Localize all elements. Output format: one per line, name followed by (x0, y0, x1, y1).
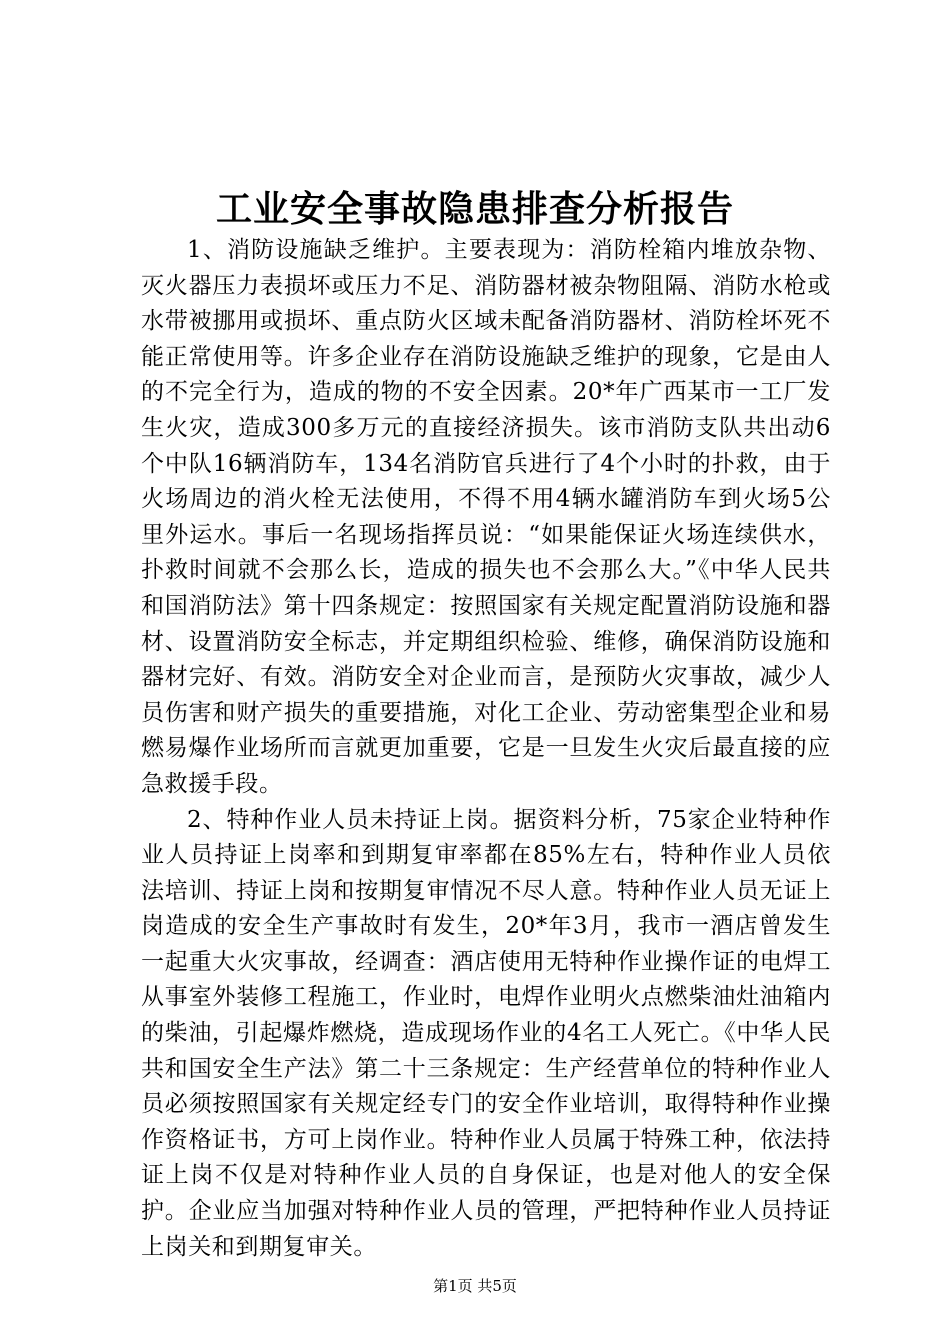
page-indicator: 第1页 共5页 (433, 1277, 517, 1295)
page-footer (0, 1276, 950, 1296)
document-body (141, 233, 831, 1265)
document-title: 工业安全事故隐患排查分析报告 (215, 188, 734, 230)
paragraph-special-operators: 2、特种作业人员未持证上岗。据资料分析，75家企业特种作业人员持证上岗率和到期复审率都在85%左右，特种作业人员依法培训、持证上岗和按期复审情况不尽人意。特种作业人员无证上岗造成的安全生产事故时有发生，20*年3月，我市一酒店曾发生一起重大火灾事故，经调查：酒店使用无特种作业操作证的电焊工从事室外装修工程施工，作业时，电焊作业明火点燃柴油灶油箱内的柴油，引起爆炸燃烧，造成现场作业的4名工人死亡。《中华人民共和国安全生产法》第二十三条规定：生产经营单位的特种作业人员必须按照国家有关规定经专门的安全作业培训，取得特种作业操作资格证书，方可上岗作业。特种作业人员属于特殊工种，依法持证上岗不仅是对特种作业人员的自身保证，也是对他人的安全保护。企业应当加强对特种作业人员的管理，严把特种作业人员持证上岗关和到期复审关。 (141, 806, 831, 1260)
paragraph-fire-facilities: 1、消防设施缺乏维护。主要表现为：消防栓箱内堆放杂物、灭火器压力表损坏或压力不足、消防器材被杂物阻隔、消防水枪或水带被挪用或损坏、重点防火区域未配备消防器材、消防栓坏死不能正常使用等。许多企业存在消防设施缺乏维护的现象，它是由人的不完全行为，造成的物的不安全因素。20*年广西某市一工厂发生火灾，造成300多万元的直接经济损失。该市消防支队共出动6个中队16辆消防车，134名消防官兵进行了4个小时的扑救，由于火场周边的消火栓无法使用，不得不用4辆水罐消防车到火场5公里外运水。事后一名现场指挥员说：“如果能保证火场连续供水，扑救时间就不会那么长，造成的损失也不会那么大。”《中华人民共和国消防法》第十四条规定：按照国家有关规定配置消防设施和器材、设置消防安全标志，并定期组织检验、维修，确保消防设施和器材完好、有效。消防安全对企业而言，是预防火灾事故，减少人员伤害和财产损失的重要措施，对化工企业、劳动密集型企业和易燃易爆作业场所而言就更加重要，它是一旦发生火灾后最直接的应急救援手段。 (141, 237, 831, 797)
